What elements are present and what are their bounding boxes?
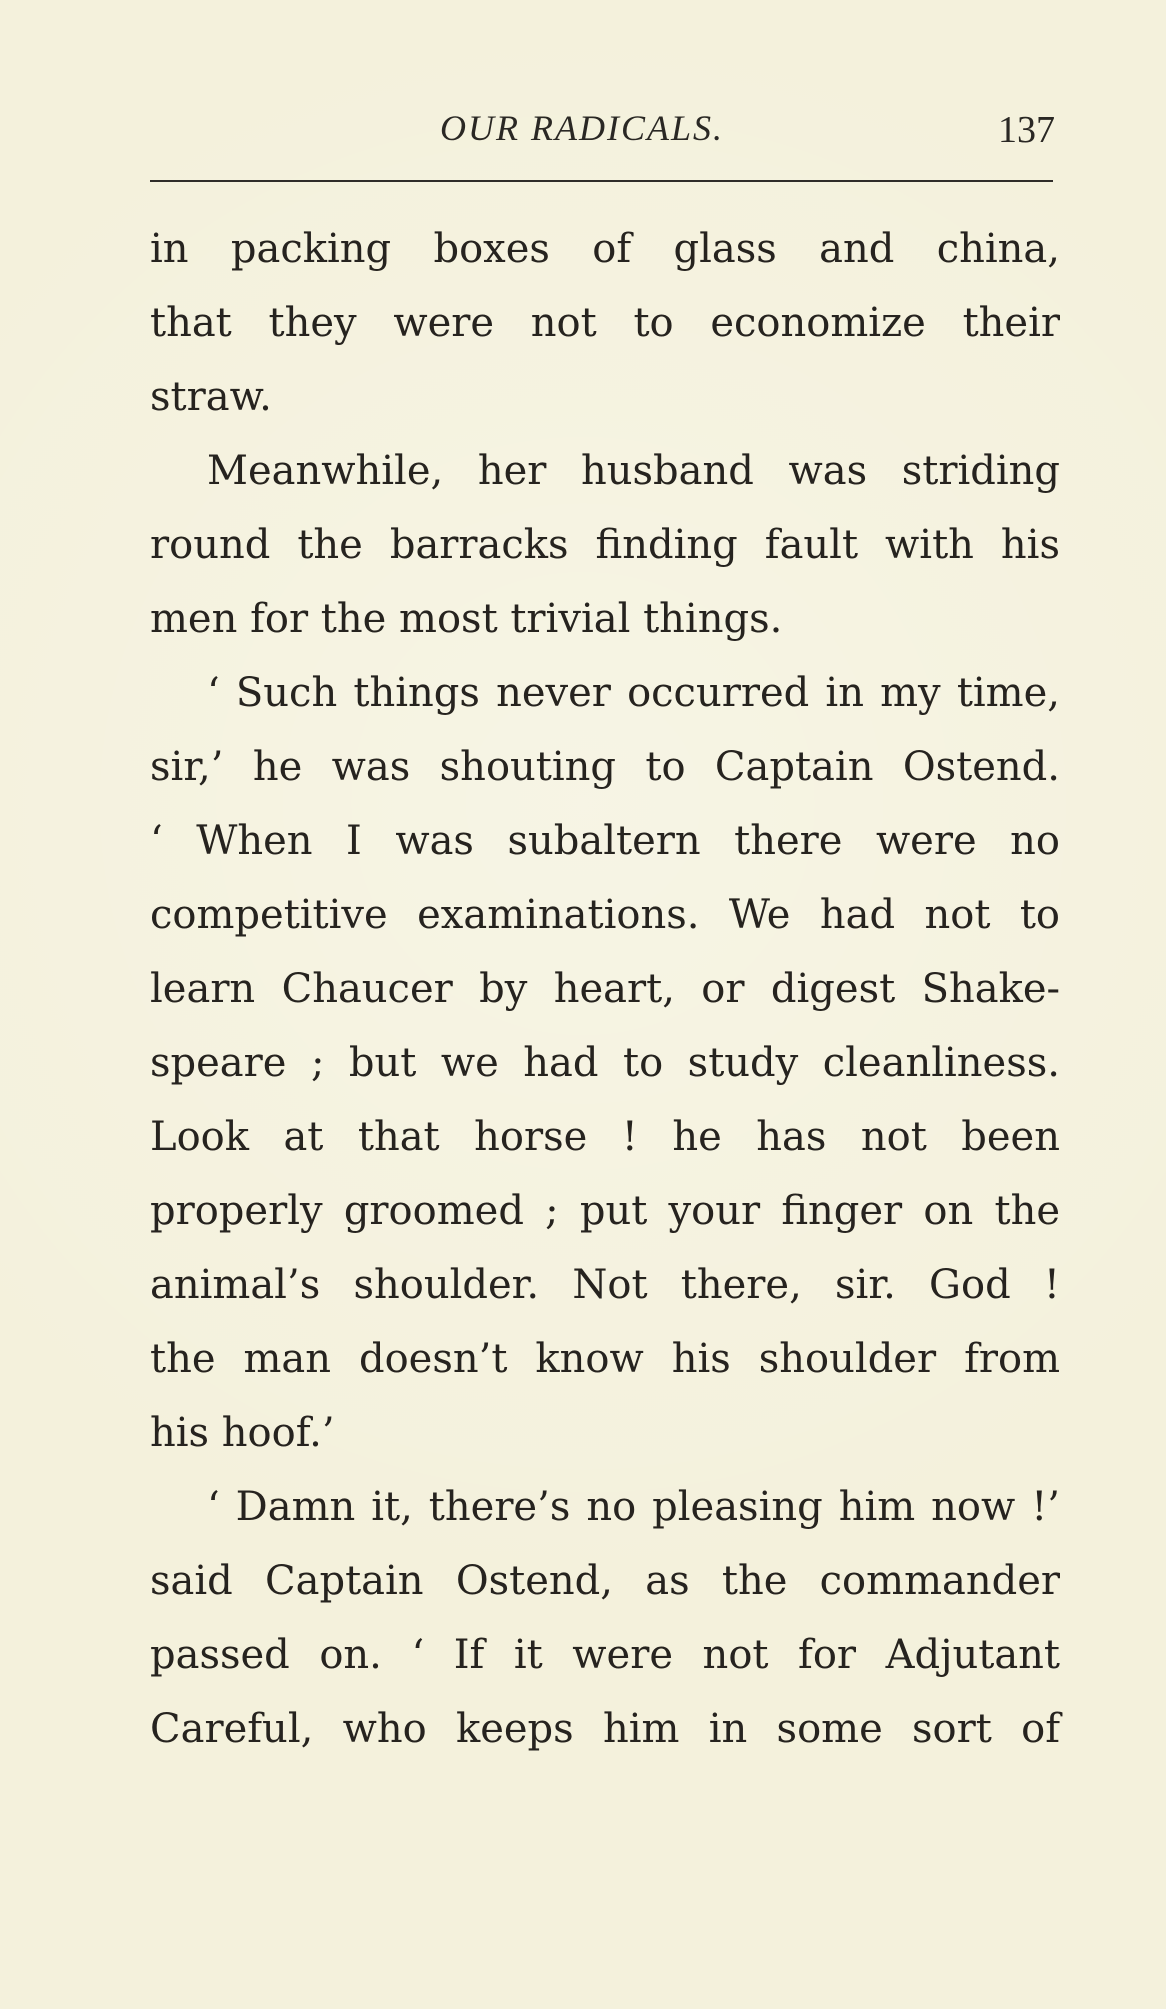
- running-head-title: OUR RADICALS.: [440, 108, 724, 148]
- paragraph-first-line: ‘ Such things never occurred in my time,: [207, 670, 1060, 716]
- page-body: [150, 212, 1060, 1766]
- text-line: straw.: [150, 374, 272, 420]
- header-rule: [150, 180, 1053, 182]
- text-line: the man doesn’t know his shoulder from: [150, 1336, 1060, 1382]
- text-line: sir,’ he was shouting to Captain Ostend.: [150, 744, 1060, 790]
- text-line: round the barracks finding fault with his: [150, 522, 1060, 568]
- text-line: learn Chaucer by heart, or digest Shake-: [150, 966, 1060, 1012]
- paragraph-first-line: ‘ Damn it, there’s no pleasing him now !’: [207, 1484, 1060, 1530]
- text-line: animal’s shoulder. Not there, sir. God !: [150, 1262, 1060, 1308]
- text-line: said Captain Ostend, as the commander: [150, 1558, 1060, 1604]
- text-line: his hoof.’: [150, 1410, 335, 1456]
- text-line: Careful, who keeps him in some sort of: [150, 1706, 1060, 1752]
- running-head: [150, 108, 1060, 168]
- text-line: that they were not to economize their: [150, 300, 1060, 346]
- text-line: Look at that horse ! he has not been: [150, 1114, 1060, 1160]
- paragraph-first-line: Meanwhile, her husband was striding: [207, 448, 1060, 494]
- text-line: properly groomed ; put your finger on the: [150, 1188, 1060, 1234]
- text-line: speare ; but we had to study cleanliness.: [150, 1040, 1060, 1086]
- page-number: 137: [998, 109, 1055, 151]
- text-line: competitive examinations. We had not to: [150, 892, 1060, 938]
- text-line: in packing boxes of glass and china,: [150, 226, 1060, 272]
- text-line: ‘ When I was subaltern there were no: [150, 818, 1060, 864]
- text-line: men for the most trivial things.: [150, 596, 783, 642]
- text-line: passed on. ‘ If it were not for Adjutant: [150, 1632, 1060, 1678]
